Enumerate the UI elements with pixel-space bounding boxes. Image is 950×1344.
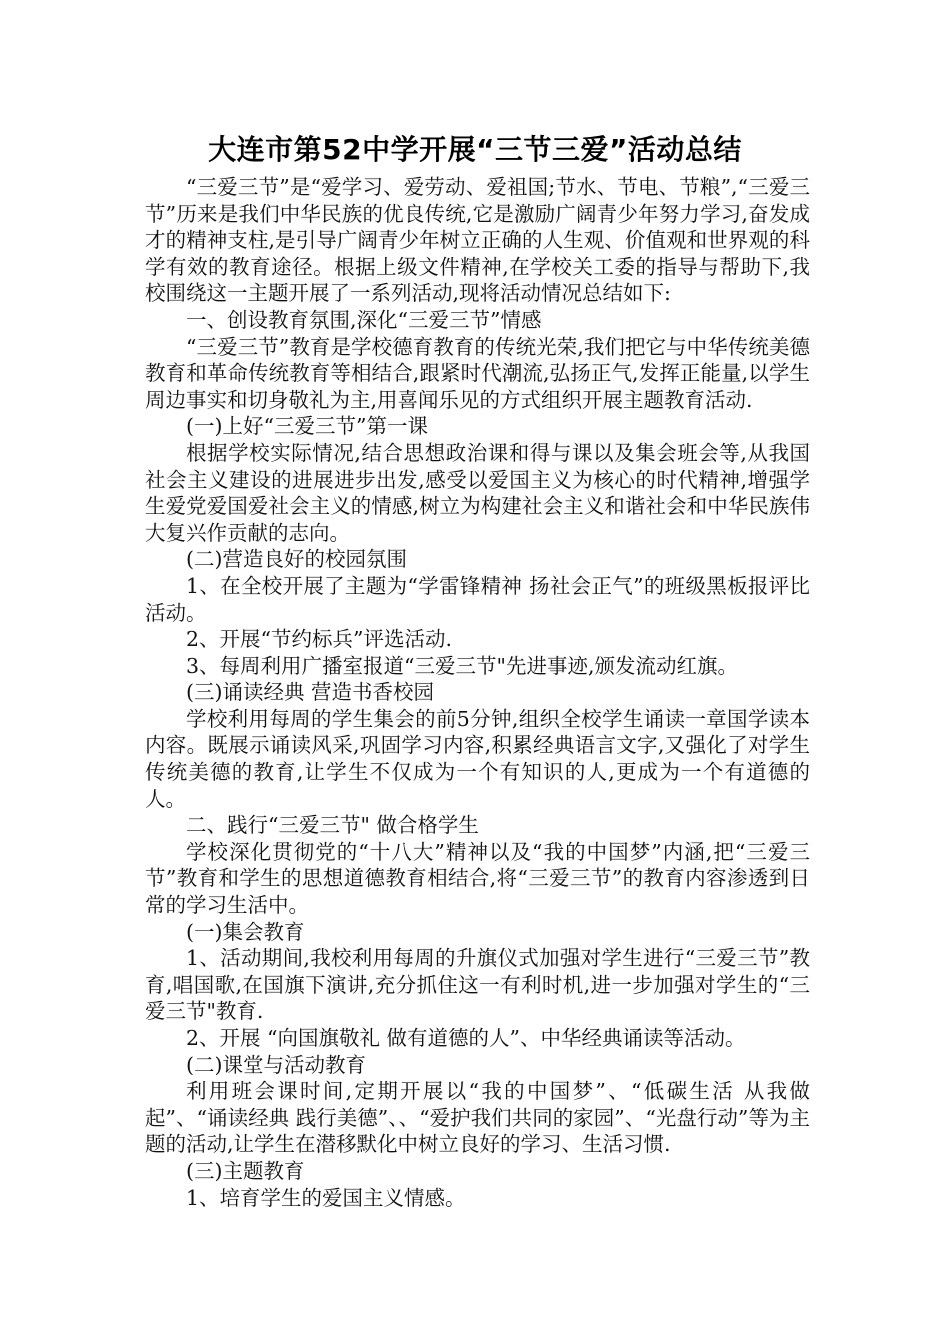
subsection-heading: (三)诵读经典 营造书香校园 [186,680,435,705]
subsection-heading: (一)上好“三爱三节”第一课 [186,414,428,439]
list-item: 1、活动期间,我校利用每周的升旗仪式加强对学生进行“三爱三节”教育,唱国歌,在国旗下演讲,充分抓住这一有利时机,进一步加强对学生的“三爱三节"教育. [145,946,810,1024]
document-title: 大连市第52中学开展“三节三爱”活动总结 [208,133,742,166]
list-item: 2、开展“节约标兵”评选活动. [186,627,453,652]
list-item: 3、每周利用广播室报道“三爱三节"先进事迹,颁发流动红旗。 [186,653,738,678]
paragraph: 根据学校实际情况,结合思想政治课和得与课以及集会班会等,从我国社会主义建设的进展进步出发,感受以爱国主义为核心的时代精神,增强学生爱党爱国爱社会主义的情感,树立为构建社会主义和谐社会和中华民族伟大复兴作贡献的志向。 [145,440,810,545]
document-body [145,174,810,1211]
list-item: 1、在全校开展了主题为“学雷锋精神 扬社会正气”的班级黑板报评比活动。 [145,573,810,625]
subsection-heading: (二)营造良好的校园氛围 [186,547,407,572]
list-item: 2、开展 “向国旗敬礼 做有道德的人”、中华经典诵读等活动。 [186,1026,746,1050]
subsection-heading: (二)课堂与活动教育 [186,1052,366,1077]
section-heading-2: 二、践行“三爱三节" 做合格学生 [186,813,479,838]
paragraph: 学校利用每周的学生集会的前5分钟,组织全校学生诵读一章国学读本内容。既展示诵读风采,巩固学习内容,积累经典语言文字,又强化了对学生传统美德的教育,让学生不仅成为一个有知识的人,更成为一个有道德的人。 [145,706,810,811]
list-item: 1、培育学生的爱国主义情感。 [186,1185,466,1210]
paragraph: 学校深化贯彻党的“十八大”精神以及“我的中国梦”内涵,把“三爱三节”教育和学生的思想道德教育相结合,将“三爱三节”的教育内容渗透到日常的学习生活中。 [145,839,810,918]
subsection-heading: (一)集会教育 [186,919,305,944]
section-heading-1: 一、创设教育氛围,深化“三爱三节”情感 [186,307,542,332]
subsection-heading: (三)主题教育 [186,1158,305,1183]
paragraph: 利用班会课时间,定期开展以“我的中国梦”、“低碳生活 从我做起”、“诵读经典 践行美德”、、“爱护我们共同的家园”、“光盘行动”等为主题的活动,让学生在潜移默化中树立良好的学习、生活习惯. [145,1079,810,1157]
paragraph: “三爱三节”教育是学校德育教育的传统光荣,我们把它与中华传统美德教育和革命传统教育等相结合,跟紧时代潮流,弘扬正气,发挥正能量,以学生周边事实和切身敬礼为主,用喜闻乐见的方式组织开展主题教育活动. [145,334,810,412]
intro-paragraph: “三爱三节”是“爱学习、爱劳动、爱祖国;节水、节电、节粮”,“三爱三节”历来是我们中华民族的优良传统,它是激励广阔青少年努力学习,奋发成才的精神支柱,是引导广阔青少年树立正确的人生观、价值观和世界观的科学有效的教育途径。根据上级文件精神,在学校关工委的指导与帮助下,我校围绕这一主题开展了一系列活动,现将活动情况总结如下: [145,175,810,306]
